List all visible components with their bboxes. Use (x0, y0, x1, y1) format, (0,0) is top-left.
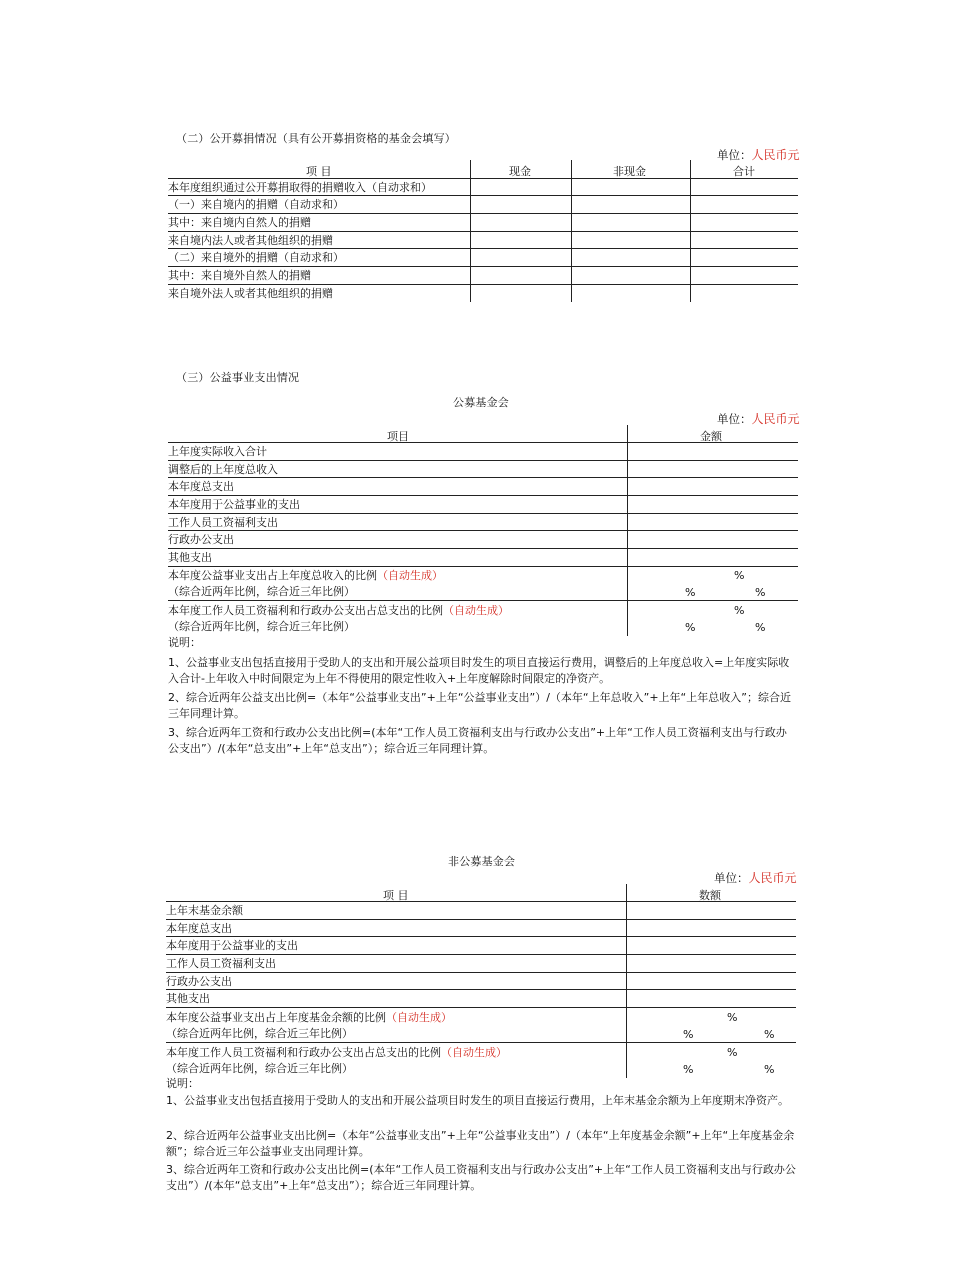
header-noncash: 非现金 (613, 165, 646, 178)
ratio-row-1 (168, 567, 443, 584)
table-row: 本年度用于公益事业的支出 (168, 498, 300, 511)
table-row: 工作人员工资福利支出 (166, 957, 276, 970)
note-item: 1、公益事业支出包括直接用于受助人的支出和开展公益项目时发生的项目直接运行费用，上年末基金余额为上年度期末净资产。 (166, 1094, 789, 1107)
table-row: 其他支出 (168, 551, 212, 564)
table-row: 其他支出 (166, 992, 210, 1005)
public-unit (717, 410, 800, 427)
ratio-sub-label: （综合近两年比例，综合近三年比例） (168, 585, 355, 598)
table-row: 来自境内法人或者其他组织的捐赠 (168, 234, 333, 247)
notes-title: 说明： (166, 1077, 199, 1090)
auto-generated-note: （自动生成） (443, 604, 509, 617)
header-amount: 数额 (699, 889, 721, 902)
header-total: 合计 (733, 165, 755, 178)
header-cash: 现金 (509, 165, 531, 178)
row-line (166, 989, 796, 990)
table-row: 行政办公支出 (166, 975, 232, 988)
section2-title: （二）公开募捐情况（具有公开募捐资格的基金会填写） (176, 132, 456, 145)
note-item: 1、公益事业支出包括直接用于受助人的支出和开展公益项目时发生的项目直接运行费用，调整后的上年度总收入=上年度实际收入合计-上年收入中时间限定为上年不得使用的限定性收入+上年度解除时间限定的净资产。 (168, 656, 790, 685)
table-row: 上年度实际收入合计 (168, 445, 267, 458)
percent-sign: % (683, 1028, 694, 1041)
ratio-row-1 (166, 1009, 452, 1026)
table-row: 来自境外法人或者其他组织的捐赠 (168, 287, 333, 300)
col-divider (626, 884, 627, 1078)
percent-sign: % (685, 586, 696, 599)
row-line (166, 1042, 796, 1043)
unit-value: 人民币元 (748, 871, 797, 885)
percent-sign: % (734, 569, 745, 582)
ratio-sub-label: （综合近两年比例，综合近三年比例） (166, 1027, 353, 1040)
unit-label: 单位： (714, 871, 749, 885)
note-item: 2、综合近两年公益事业支出比例=（本年“公益事业支出”+上年“公益事业支出”）/（本年“上年度基金余额”+上年“上年度基金余额”；综合近三年公益事业支出同理计算。 (166, 1129, 795, 1158)
nonpublic-unit (714, 869, 797, 886)
auto-generated-note: （自动生成） (377, 569, 443, 582)
ratio-sub-label: （综合近两年比例，综合近三年比例） (168, 620, 355, 633)
table-row: 其中：来自境内自然人的捐赠 (168, 216, 311, 229)
percent-sign: % (683, 1063, 694, 1076)
section2-unit (717, 146, 800, 163)
table-row: 本年度总支出 (168, 480, 234, 493)
note-item: 3、综合近两年工资和行政办公支出比例=(本年“工作人员工资福利支出与行政办公支出”+上年“工作人员工资福利支出与行政办公支出”）/(本年“总支出”+上年“总支出”）；综合近三年同理计算。 (168, 726, 787, 755)
ratio-sub-label: （综合近两年比例，综合近三年比例） (166, 1062, 353, 1075)
unit-label: 单位： (717, 412, 752, 426)
ratio-row-2 (168, 602, 509, 619)
unit-value: 人民币元 (751, 148, 800, 162)
header-item: 项 目 (383, 889, 409, 902)
ratio-label: 本年度公益事业支出占上年度总收入的比例 (168, 569, 377, 582)
note-item: 2、综合近两年公益支出比例=（本年“公益事业支出”+上年“公益事业支出”）/（本年“上年总收入”+上年“上年总收入”；综合近三年同理计算。 (168, 691, 791, 720)
table-row: 本年度总支出 (166, 922, 232, 935)
ratio-label: 本年度工作人员工资福利和行政办公支出占总支出的比例 (168, 604, 443, 617)
percent-sign: % (727, 1046, 738, 1059)
table-row: 行政办公支出 (168, 533, 234, 546)
ratio-label: 本年度公益事业支出占上年度基金余额的比例 (166, 1011, 386, 1024)
percent-sign: % (734, 604, 745, 617)
table-row: 上年末基金余额 (166, 904, 243, 917)
table-row: 本年度组织通过公开募捐取得的捐赠收入（自动求和） (168, 181, 432, 194)
table-row: 其中：来自境外自然人的捐赠 (168, 269, 311, 282)
table-row: 本年度用于公益事业的支出 (166, 939, 298, 952)
percent-sign: % (755, 621, 766, 634)
header-item: 项目 (387, 430, 409, 443)
header-item: 项 目 (306, 165, 332, 178)
row-line (168, 600, 798, 601)
table-row: 调整后的上年度总收入 (168, 463, 278, 476)
table-row: 工作人员工资福利支出 (168, 516, 278, 529)
percent-sign: % (764, 1063, 775, 1076)
public-foundation-title: 公募基金会 (453, 396, 509, 409)
row-line (166, 901, 796, 902)
percent-sign: % (764, 1028, 775, 1041)
nonpublic-foundation-title: 非公募基金会 (448, 855, 516, 868)
percent-sign: % (727, 1011, 738, 1024)
auto-generated-note: （自动生成） (386, 1011, 452, 1024)
header-amount: 金额 (700, 430, 722, 443)
ratio-label: 本年度工作人员工资福利和行政办公支出占总支出的比例 (166, 1046, 441, 1059)
notes-title: 说明： (168, 636, 201, 649)
table-row: （一）来自境内的捐赠（自动求和） (168, 198, 344, 211)
unit-label: 单位： (717, 148, 752, 162)
table-row: （二）来自境外的捐赠（自动求和） (168, 251, 344, 264)
row-line (166, 1007, 796, 1008)
section3-title: （三）公益事业支出情况 (176, 371, 300, 384)
percent-sign: % (755, 586, 766, 599)
row-line (166, 972, 796, 973)
note-item: 3、综合近两年工资和行政办公支出比例=(本年“工作人员工资福利支出与行政办公支出”+上年“工作人员工资福利支出与行政办公支出”）/(本年“总支出”+上年“总支出”）；综合近三年同理计算。 (166, 1163, 796, 1192)
ratio-row-2 (166, 1044, 507, 1061)
row-line (166, 919, 796, 920)
row-line (168, 548, 798, 549)
auto-generated-note: （自动生成） (441, 1046, 507, 1059)
percent-sign: % (685, 621, 696, 634)
unit-value: 人民币元 (751, 412, 800, 426)
